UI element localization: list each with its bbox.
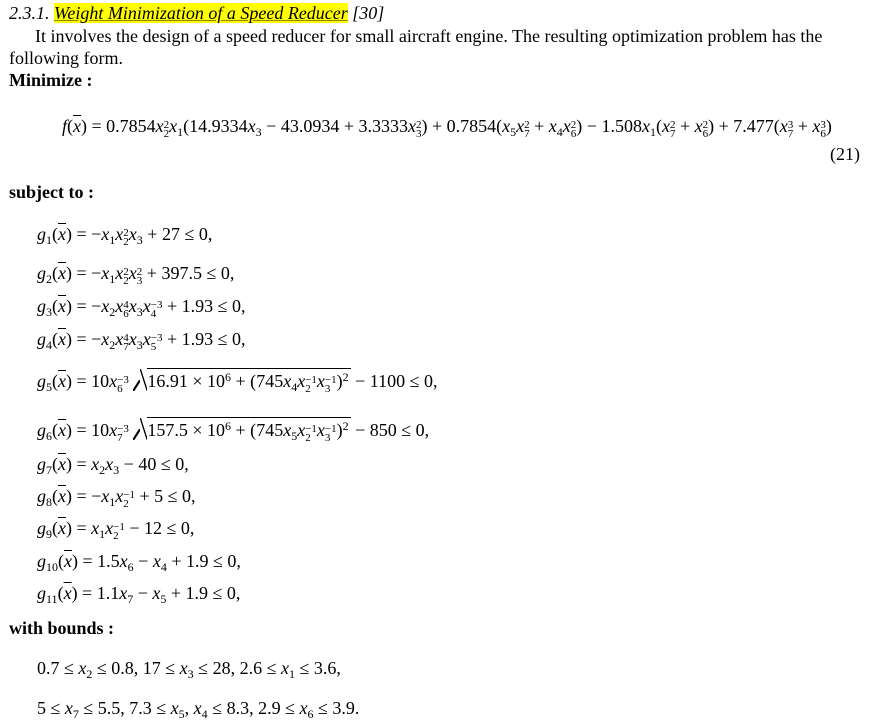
intro-line-1: It involves the design of a speed reducer for small aircraft engine. The resulting optimization problem has the [35,26,823,46]
section-number: 2.3.1. [9,3,50,23]
bounds-line-2: $5 \le x_7 \le 5.5$, $7.3 \le x_5$, $x_4 \le 8.3$, $2.9 \le x_6 \le 3.9$. [37,698,360,721]
constraint-g8: $g_8(\overline{x}) = -x_1x$ −1 2 + 5 ≤ 0, [37,486,196,510]
constraint-g3: $g_3(\overline{x}) = -x_2x$ 4 6 $x_3x$ −3 4 + 1.93 ≤ 0, [37,296,246,320]
constraint-g7: $g_7(\overline{x}) = x_2x_3 - 40 \le 0$, [37,454,189,477]
minimize-label: Minimize : [9,70,93,90]
bounds-line-1: $0.7 \le x_2 \le 0.8$, $17 \le x_3 \le 28$, $2.6 \le x_1 \le 3.6$, [37,658,341,681]
constraint-g4: $g_4(\overline{x}) = -x_2x$ 4 7 $x_3x$ −3 5 + 1.93 ≤ 0, [37,329,246,353]
constraint-g6: $g_6(\overline{x}) = 10x$ −3 7 $157.5 \times 10^6 + (745x_5x$ −1 2 x −1 3 )$^2$ − 850 ≤ 0, [37,419,430,444]
constraint-g9: $g_9(\overline{x}) = x_1x$ −1 2 − 12 ≤ 0, [37,518,195,542]
constraint-g2: $g_2(\overline{x}) = -x_1x$ 2 2 x 2 3 + 397.5 ≤ 0, [37,263,235,287]
intro-line-2: following form. [9,48,123,68]
constraint-g10: $g_{10}(\overline{x}) = 1.5x_6 - x_4 + 1.9 \le 0$, [37,551,241,574]
section-title[interactable]: Weight Minimization of a Speed Reducer [54,3,348,23]
objective-function: $f(\overline{x}) = 0.7854x$ 2 2 $x_1(14.9334x_3 - 43.0934 + 3.3333x$ 2 3 ) + $0.7854(x_5x$ 2 7 + $x_4x$ 2 6 ) − $1.508x_1(x$ 2 7 + x 2 6 ) + 7.477(x 3 7 + x 3 6 ) [62,116,832,140]
constraint-g5: $g_5(\overline{x}) = 10x$ −3 6 $16.91 \times 10^6 + (745x_4x$ −1 2 x −1 3 )$^2$ − 1100 ≤ 0, [37,370,438,395]
constraint-g11: $g_{11}(\overline{x}) = 1.1x_7 - x_5 + 1.9 \le 0$, [37,583,241,606]
section-heading [9,4,384,22]
subject-to-label: subject to : [9,182,94,202]
equation-number: (21) [830,144,860,164]
section-reference[interactable]: [30] [352,3,385,23]
constraint-g1: $g_1(\overline{x}) = -x_1x$ 2 2 $x_3 + 27 \le 0$, [37,224,213,248]
with-bounds-label: with bounds : [9,618,115,638]
